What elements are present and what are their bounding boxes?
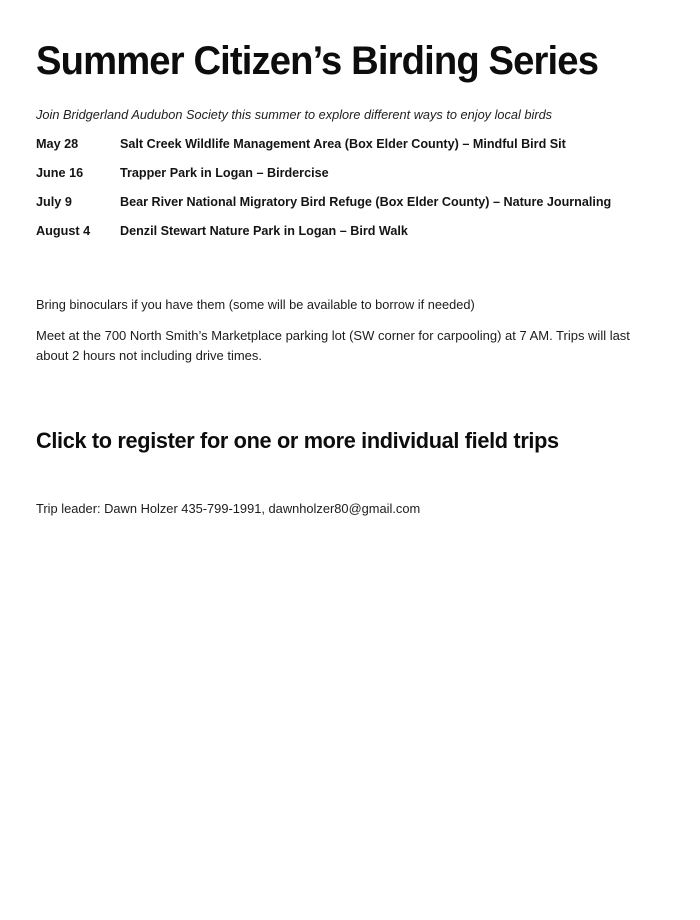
trip-description: Denzil Stewart Nature Park in Logan – Bird Walk	[120, 223, 408, 238]
register-link-heading[interactable]: Click to register for one or more individual field trips	[36, 428, 559, 453]
trip-date: August 4	[36, 223, 91, 238]
field-trip-schedule-list	[36, 124, 664, 252]
trip-date: May 28	[36, 136, 79, 151]
list-item	[36, 136, 664, 165]
trip-description: Trapper Park in Logan – Birdercise	[120, 165, 329, 180]
trip-date: June 16	[36, 165, 84, 180]
list-item	[36, 223, 664, 252]
trip-description: Salt Creek Wildlife Management Area (Box Elder County) – Mindful Bird Sit	[120, 136, 566, 151]
trip-date: July 9	[36, 194, 72, 209]
binoculars-note: Bring binoculars if you have them (some will be available to borrow if needed)	[36, 297, 475, 312]
notes-section	[36, 252, 664, 366]
page-title: Summer Citizen’s Birding Series	[36, 39, 599, 83]
page-subtitle: Join Bridgerland Audubon Society this summer to explore different ways to enjoy local birds	[36, 107, 553, 122]
meeting-details-note: Meet at the 700 North Smith’s Marketplace parking lot (SW corner for carpooling) at 7 AM. Trips will last about 2 hours not including drive times.	[36, 328, 630, 363]
trip-description: Bear River National Migratory Bird Refuge (Box Elder County) – Nature Journaling	[120, 194, 612, 209]
list-item	[36, 165, 664, 194]
trip-leader-contact: Trip leader: Dawn Holzer 435-799-1991, dawnholzer80@gmail.com	[36, 501, 421, 516]
list-item	[36, 194, 664, 223]
